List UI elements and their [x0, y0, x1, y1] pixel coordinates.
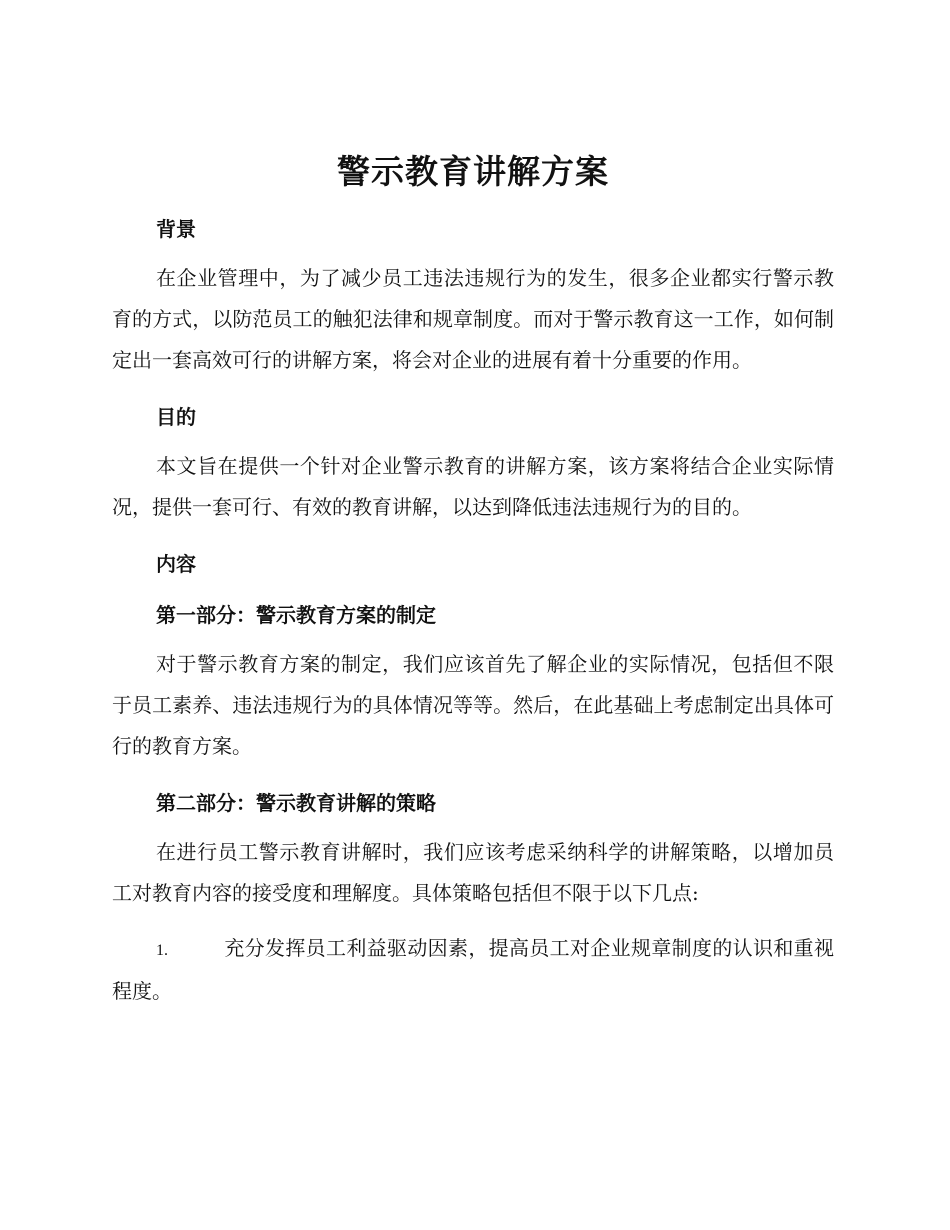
heading-part1: 第一部分：警示教育方案的制定 — [156, 603, 436, 627]
heading-part2: 第二部分：警示教育讲解的策略 — [156, 791, 436, 815]
heading-content: 内容 — [156, 552, 196, 576]
heading-background: 背景 — [156, 217, 196, 241]
list-item-number: 1. — [156, 942, 168, 959]
heading-purpose: 目的 — [156, 405, 196, 429]
paragraph-background: 在企业管理中，为了减少员工违法违规行为的发生，很多企业都实行警示教育的方式，以防范员工的触犯法律和规章制度。而对于警示教育这一工作，如何制定出一套高效可行的讲解方案，将会对企业的进展有着十分重要的作用。 — [112, 266, 834, 372]
paragraph-purpose: 本文旨在提供一个针对企业警示教育的讲解方案，该方案将结合企业实际情况，提供一套可行、有效的教育讲解，以达到降低违法违规行为的目的。 — [112, 454, 834, 519]
paragraph-part1: 对于警示教育方案的制定，我们应该首先了解企业的实际情况，包括但不限于员工素养、违法违规行为的具体情况等等。然后，在此基础上考虑制定出具体可行的教育方案。 — [112, 652, 834, 758]
document-title: 警示教育讲解方案 — [337, 152, 609, 191]
list-item-text: 充分发挥员工利益驱动因素，提高员工对企业规章制度的认识和重视程度。 — [112, 936, 834, 1003]
paragraph-part2: 在进行员工警示教育讲解时，我们应该考虑采纳科学的讲解策略，以增加员工对教育内容的接受度和理解度。具体策略包括但不限于以下几点: — [112, 840, 834, 905]
document-body — [112, 150, 834, 1012]
list-item — [112, 928, 834, 1012]
